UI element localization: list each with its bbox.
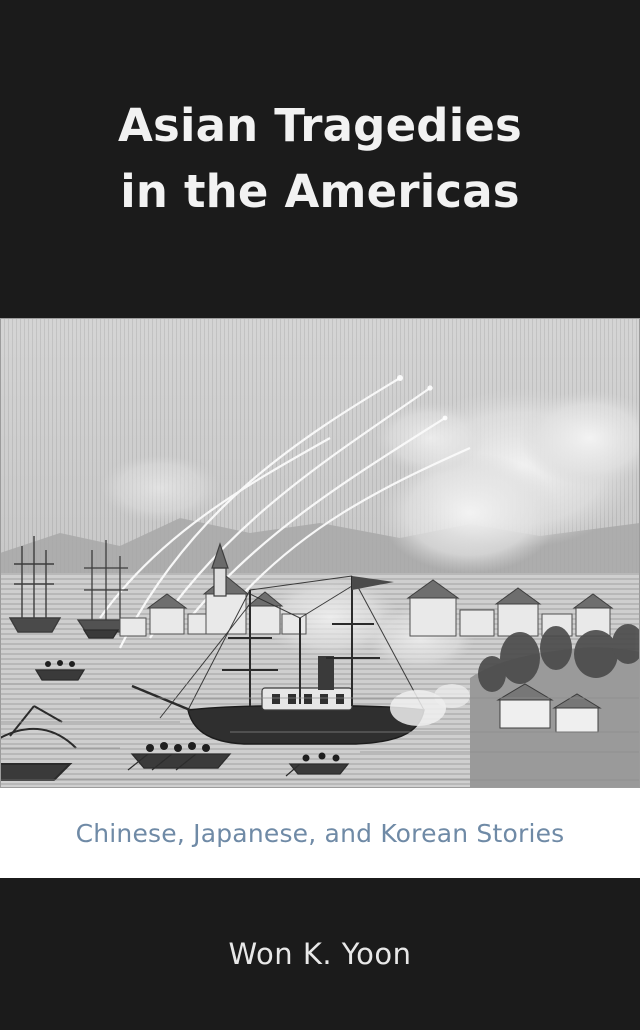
book-subtitle: Chinese, Japanese, and Korean Stories	[75, 818, 565, 848]
title-band	[0, 0, 640, 318]
book-author: Won K. Yoon	[228, 937, 412, 971]
subtitle-band	[0, 788, 640, 878]
book-title-line-1: Asian Tragedies	[117, 99, 523, 153]
book-title-line-2: in the Americas	[120, 165, 520, 218]
author-band	[0, 878, 640, 1030]
cover-illustration	[0, 318, 640, 788]
harbor-bombardment-engraving	[0, 318, 640, 788]
